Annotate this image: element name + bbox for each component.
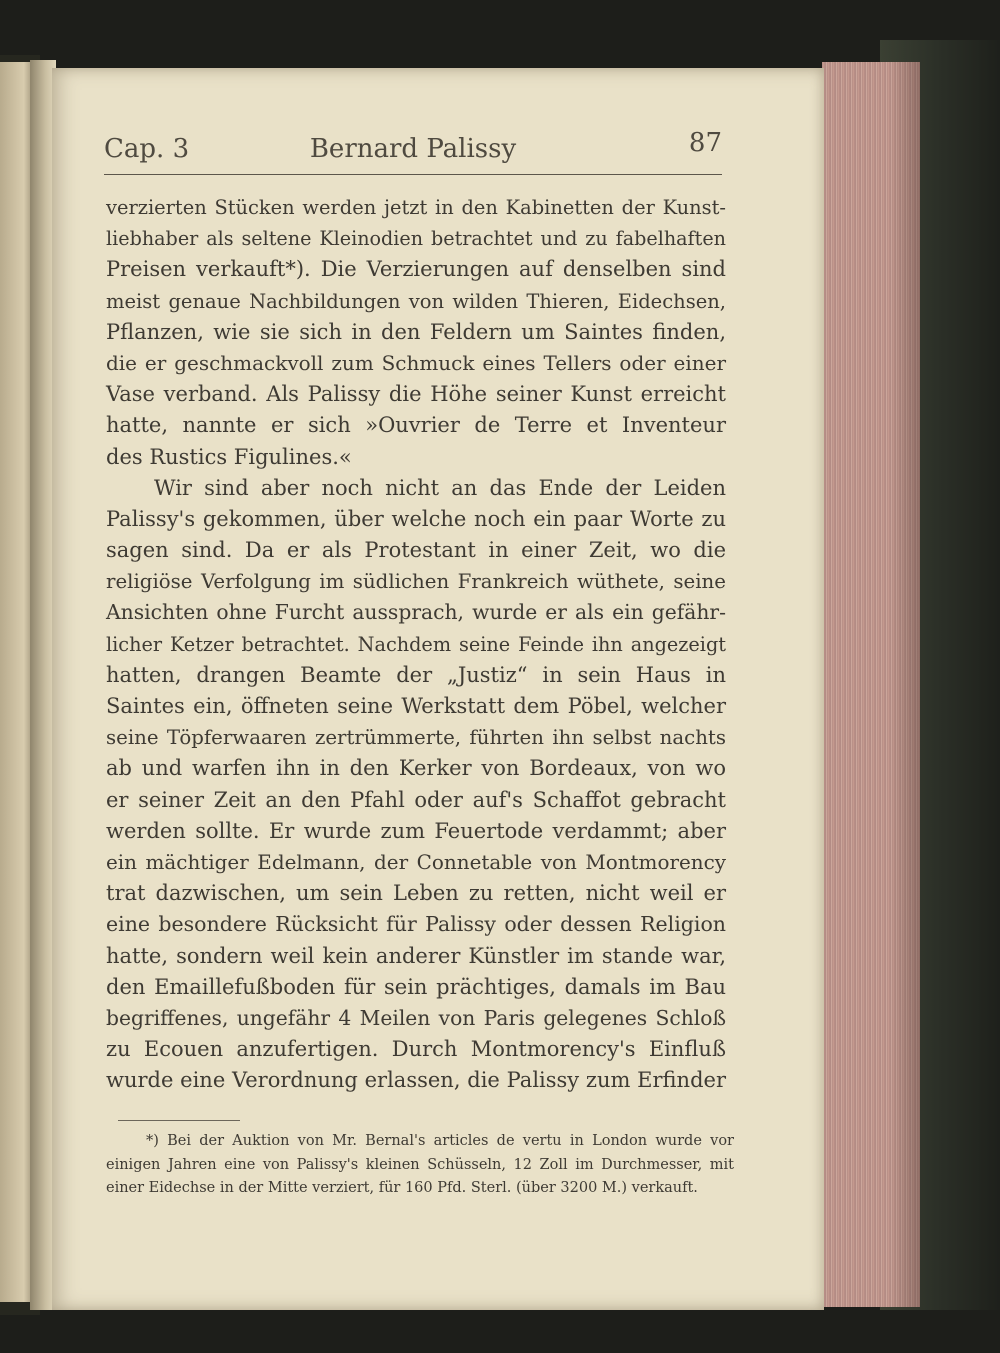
- page-number: 87: [688, 128, 722, 158]
- running-title: Bernard Palissy: [309, 134, 517, 164]
- text-line: trat dazwischen, um sein Leben zu retten, nicht weil er: [106, 881, 726, 906]
- text-line: meist genaue Nachbildungen von wilden Thieren, Eidechsen,: [106, 289, 726, 313]
- text-line: die er geschmackvoll zum Schmuck eines Tellers oder einer: [106, 350, 726, 375]
- text-line: hatte, sondern weil kein anderer Künstler im stande war,: [106, 943, 726, 968]
- text-line: wurde eine Verordnung erlassen, die Palissy zum Erfinder: [106, 1068, 726, 1093]
- chapter-label: Cap. 3: [104, 134, 190, 164]
- left-page-edge: [0, 62, 34, 1302]
- running-header: [104, 128, 722, 168]
- header-rule: [104, 174, 722, 175]
- page-edges: [822, 62, 920, 1307]
- text-line: licher Ketzer betrachtet. Nachdem seine Feinde ihn angezeigt: [106, 632, 726, 656]
- text-line: begriffenes, ungefähr 4 Meilen von Paris gelegenes Schloß: [106, 1005, 726, 1030]
- text-line: hatte, nannte er sich »Ouvrier de Terre et Inventeur: [106, 413, 726, 438]
- text-line: zu Ecouen anzufertigen. Durch Montmorency's Einfluß: [106, 1037, 726, 1062]
- text-line: liebhaber als seltene Kleinodien betrachtet und zu fabelhaften: [106, 227, 726, 251]
- text-line: Wir sind aber noch nicht an das Ende der Leiden: [154, 475, 726, 500]
- text-line: ein mächtiger Edelmann, der Connetable von Montmorency: [106, 850, 726, 874]
- text-line: Palissy's gekommen, über welche noch ein paar Worte zu: [106, 506, 726, 531]
- body-text: [106, 192, 726, 1096]
- text-line: seine Töpferwaaren zertrümmerte, führten ihn selbst nachts: [106, 726, 726, 750]
- footnote-line: einigen Jahren eine von Palissy's kleinen Schüsseln, 12 Zoll im Durchmesser, mit: [106, 1156, 734, 1173]
- footnote-rule: [118, 1120, 240, 1121]
- text-line: religiöse Verfolgung im südlichen Frankreich wüthete, seine: [106, 570, 726, 594]
- text-line: ab und warfen ihn in den Kerker von Bordeaux, von wo: [106, 756, 726, 781]
- text-line: Ansichten ohne Furcht aussprach, wurde er als ein gefähr-: [106, 600, 726, 625]
- text-line: sagen sind. Da er als Protestant in einer Zeit, wo die: [106, 538, 726, 563]
- text-line: er seiner Zeit an den Pfahl oder auf's Schaffot gebracht: [106, 787, 726, 812]
- footnote-line: *) Bei der Auktion von Mr. Bernal's articles de vertu in London wurde vor: [146, 1133, 734, 1149]
- footnote-line: einer Eidechse in der Mitte verziert, für 160 Pfd. Sterl. (über 3200 M.) verkauft.: [106, 1180, 698, 1196]
- text-line: Vase verband. Als Palissy die Höhe seiner Kunst erreicht: [106, 382, 726, 407]
- text-line: hatten, drangen Beamte der „Justiz“ in sein Haus in: [106, 662, 726, 687]
- text-line: werden sollte. Er wurde zum Feuertode verdammt; aber: [106, 818, 726, 843]
- text-line: Preisen verkauft*). Die Verzierungen auf denselben sind: [106, 257, 726, 282]
- footnote: [106, 1130, 734, 1201]
- text-line: Pflanzen, wie sie sich in den Feldern um Saintes finden,: [106, 319, 726, 344]
- text-line: eine besondere Rücksicht für Palissy oder dessen Religion: [106, 912, 726, 937]
- text-line: verzierten Stücken werden jetzt in den Kabinetten der Kunst-: [106, 196, 726, 219]
- text-line: des Rustics Figulines.«: [106, 444, 352, 469]
- text-line: den Emaillefußboden für sein prächtiges, damals im Bau: [106, 974, 726, 999]
- text-line: Saintes ein, öffneten seine Werkstatt dem Pöbel, welcher: [106, 694, 726, 718]
